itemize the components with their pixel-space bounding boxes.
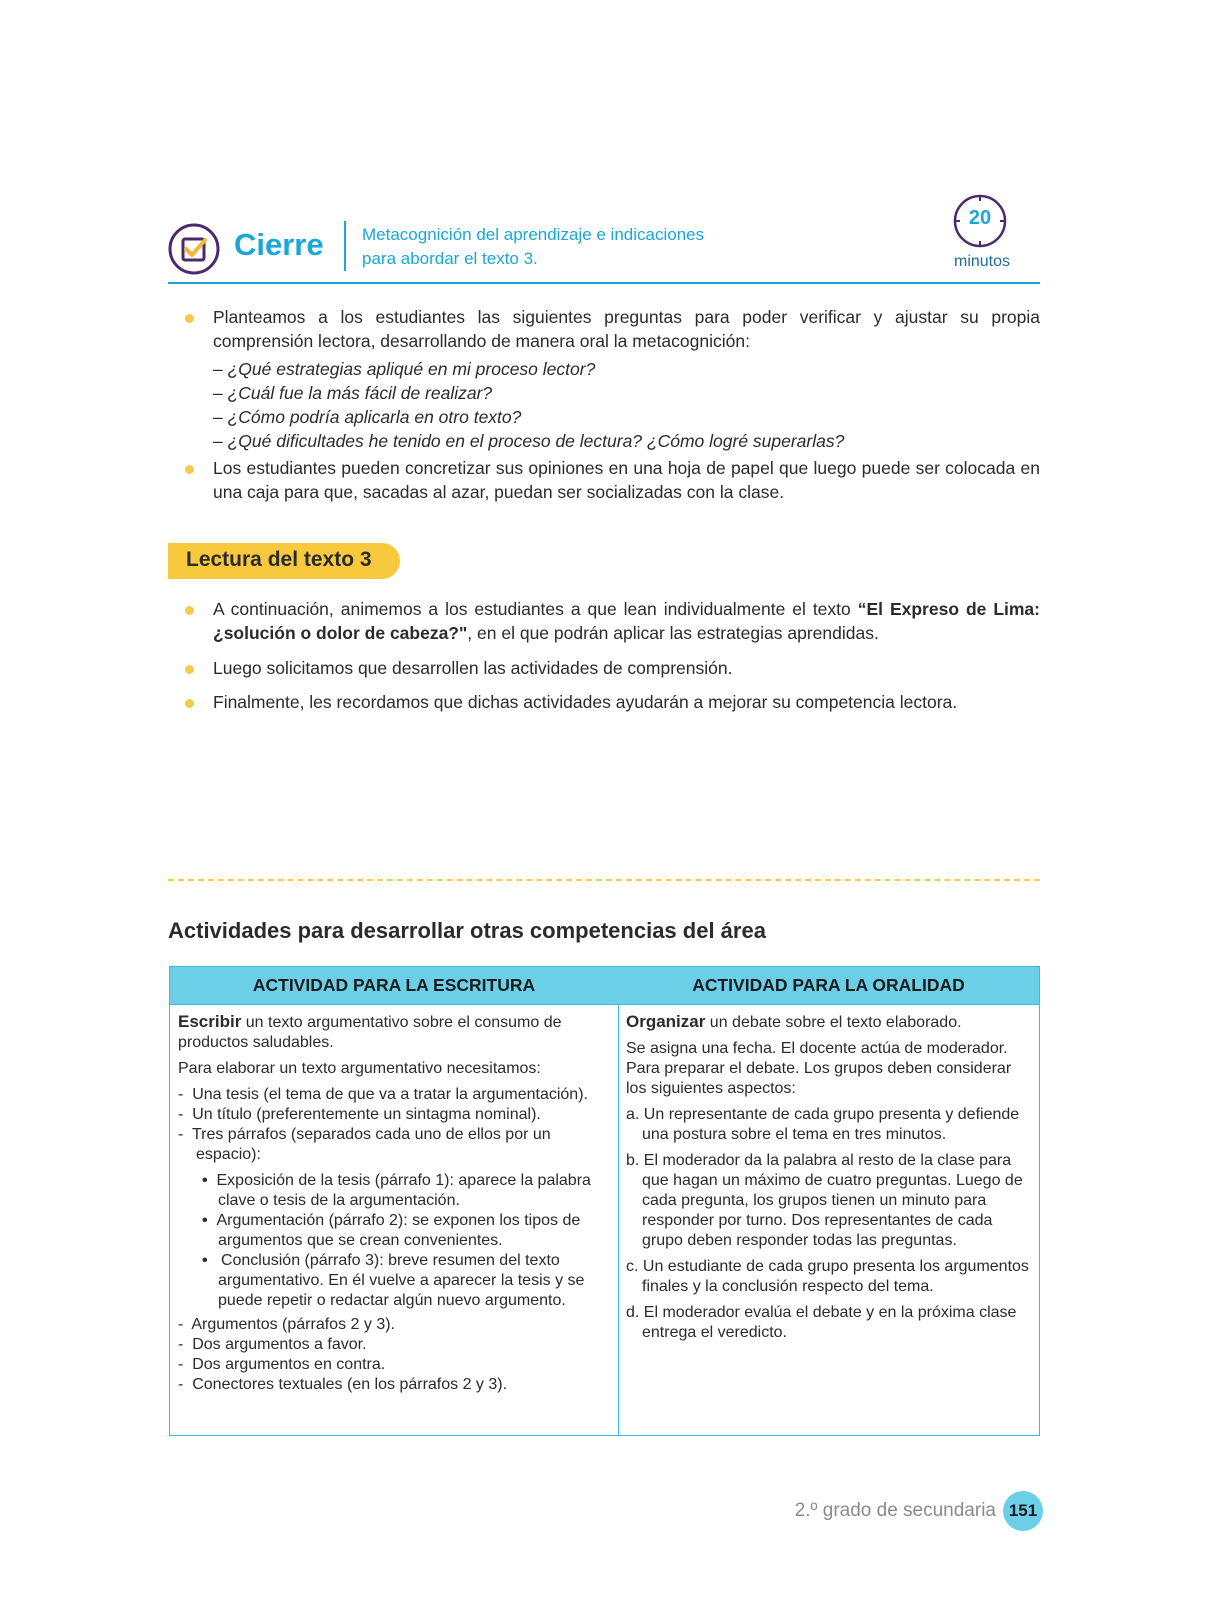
reading-bullet-1 (168, 597, 1040, 645)
orality-lead (626, 1012, 1031, 1033)
orality-column (618, 967, 1039, 1435)
debate-step: c. Un estudiante de cada grupo presenta los argumentos finales y la conclusión respecto del tema. (626, 1258, 1029, 1295)
question-item: – ¿Cuál fue la más fácil de realizar? (213, 381, 1040, 405)
writing-lead-rest: un texto argumentativo sobre el consumo de productos saludables. (178, 1014, 562, 1051)
paragraph-item: • Exposición de la tesis (párrafo 1): aparece la palabra clave o tesis de la argumentación. (178, 1171, 610, 1211)
writing-item: - Dos argumentos a favor. (178, 1335, 610, 1355)
reading-bullet-2-text: Luego solicitamos que desarrollen las actividades de comprensión. (213, 658, 733, 678)
writing-item: - Argumentos (párrafos 2 y 3). (178, 1315, 610, 1335)
closing-bullet-2 (168, 456, 1040, 504)
reading-text-title: “El Expreso de Lima: ¿solución o dolor de cabeza?" (213, 599, 1040, 643)
reading-bullet-1-post: , en el que podrán aplicar las estrategias aprendidas. (467, 623, 879, 643)
writing-list-a (178, 1085, 610, 1165)
writing-cell (170, 1005, 618, 1395)
bullet-dot (185, 465, 194, 474)
activities-title: Actividades para desarrollar otras competencias del área (168, 918, 766, 943)
closing-bullet-1 (168, 305, 1040, 453)
reading-bullet-1-text (213, 597, 1040, 645)
metacognition-questions (213, 357, 1040, 453)
writing-item: - Conectores textuales (en los párrafos 2 y 3). (178, 1375, 610, 1395)
timer-value: 20 (968, 207, 992, 229)
paragraph-item: • Argumentación (párrafo 2): se exponen los tipos de argumentos que se crean convenientes. (178, 1211, 610, 1251)
section-subtitle (362, 223, 704, 271)
reading-bullet-1-pre: A continuación, animemos a los estudiantes a que lean individualmente el texto (213, 599, 858, 619)
question-item: – ¿Cómo podría aplicarla en otro texto? (213, 405, 1040, 429)
question-item: – ¿Qué dificultades he tenido en el proceso de lectura? ¿Cómo logré superarlas? (213, 429, 1040, 453)
debate-step: d. El moderador evalúa el debate y en la próxima clase entrega el veredicto. (626, 1304, 1017, 1341)
writing-item: - Una tesis (el tema de que va a tratar la argumentación). (178, 1085, 610, 1105)
bullet-dot (185, 665, 194, 674)
timer-unit: minutos (953, 253, 1011, 270)
bullet-dot (185, 606, 194, 615)
paragraph-item: • Conclusión (párrafo 3): breve resumen del texto argumentativo. En él vuelve a aparecer la tesis y se puede repetir o redactar algún nuevo argumento. (178, 1251, 610, 1311)
section-header (168, 193, 1040, 285)
orality-lead-rest: un debate sobre el texto elaborado. (705, 1014, 962, 1031)
page-number: 151 (1003, 1491, 1043, 1531)
bullet-dot (185, 699, 194, 708)
writing-column (170, 967, 619, 1435)
closing-bullet-2-text: Los estudiantes pueden concretizar sus opiniones en una hoja de papel que luego puede ser colocada en una caja para que, sacadas al azar, puedan ser socializadas con la clase. (213, 458, 1040, 502)
grade-label: 2.º grado de secundaria (794, 1500, 996, 1521)
activities-table (169, 966, 1040, 1436)
writing-lead (178, 1012, 610, 1053)
debate-step: b. El moderador da la palabra al resto de la clase para que hagan un máximo de cuatro preguntas. Luego de cada pregunta, los grupos tienen un minuto para responder por turno. Dos representantes de cada grupo deben responder todas las preguntas. (626, 1152, 1023, 1249)
writing-list-b (178, 1315, 610, 1395)
checkbox-icon (168, 223, 220, 275)
subtitle-line-1: Metacognición del aprendizaje e indicaciones (362, 225, 705, 244)
paragraph-sublist (178, 1171, 610, 1311)
orality-intro: Se asigna una fecha. El docente actúa de moderador. Para preparar el debate. Los grupos deben considerar los siguientes aspectos: (626, 1040, 1012, 1097)
writing-header: ACTIVIDAD PARA LA ESCRITURA (170, 967, 618, 1005)
closing-bullet-1-text: Planteamos a los estudiantes las siguientes preguntas para poder verificar y ajustar su propia comprensión lectora, desarrollando de manera oral la metacognición: (213, 307, 1040, 351)
reading-bullet-3-text: Finalmente, les recordamos que dichas actividades ayudarán a mejorar su competencia lectora. (213, 692, 958, 712)
writing-item: - Un título (preferentemente un sintagma nominal). (178, 1105, 610, 1125)
reading-label (168, 543, 400, 579)
orality-lead-verb: Organizar (626, 1012, 706, 1031)
header-rule (168, 282, 1040, 284)
reading-bullet-2 (168, 656, 1040, 680)
writing-item: - Dos argumentos en contra. (178, 1355, 610, 1375)
orality-cell (618, 1005, 1039, 1343)
subtitle-line-2: para abordar el texto 3. (362, 249, 538, 268)
reading-label-text: Lectura del texto 3 (186, 548, 372, 571)
header-separator (344, 221, 346, 271)
writing-intro: Para elaborar un texto argumentativo necesitamos: (178, 1060, 541, 1077)
debate-steps (626, 1105, 1031, 1343)
debate-step: a. Un representante de cada grupo presenta y defiende una postura sobre el tema en tres minutos. (626, 1106, 1020, 1143)
section-title-cierre: Cierre (234, 227, 324, 262)
dashed-divider (168, 879, 1040, 881)
writing-item: - Tres párrafos (separados cada uno de ellos por un espacio): (178, 1125, 610, 1165)
orality-header: ACTIVIDAD PARA LA ORALIDAD (618, 967, 1039, 1005)
writing-lead-verb: Escribir (178, 1012, 242, 1031)
bullet-dot (185, 314, 194, 323)
reading-bullet-3 (168, 690, 1040, 714)
question-item: – ¿Qué estrategias apliqué en mi proceso lector? (213, 357, 1040, 381)
